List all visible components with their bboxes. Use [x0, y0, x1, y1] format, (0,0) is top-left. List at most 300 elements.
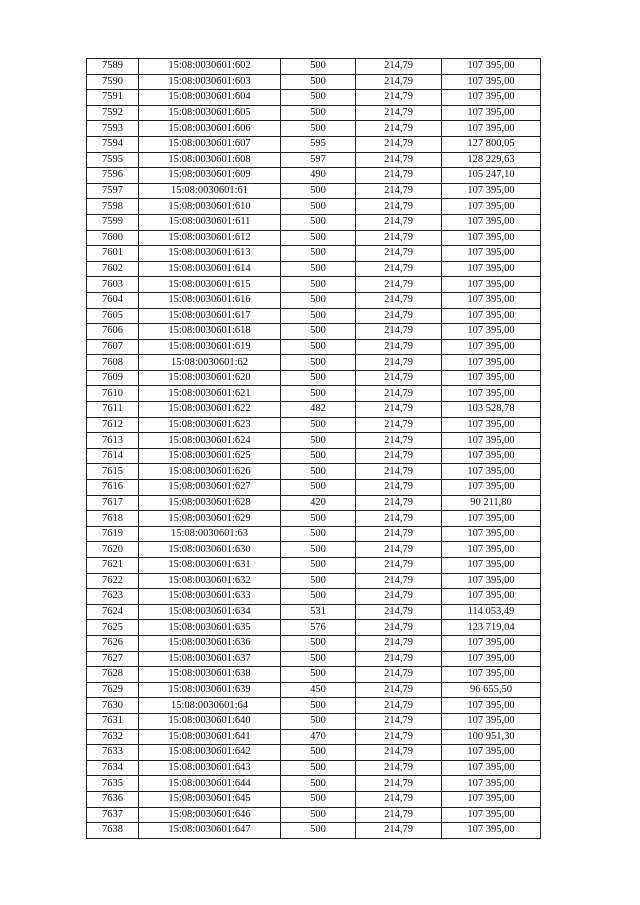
row-number-cell: 7600: [87, 230, 139, 246]
area-cell: 500: [281, 651, 356, 667]
specific-value-cell: 214,79: [356, 651, 442, 667]
table-row: [87, 417, 541, 433]
specific-value-cell: 214,79: [356, 791, 442, 807]
specific-value-cell: 214,79: [356, 152, 442, 168]
area-cell: 500: [281, 370, 356, 386]
row-number-cell: 7637: [87, 807, 139, 823]
cadastral-number-cell: 15:08:0030601:642: [139, 745, 281, 761]
specific-value-cell: 214,79: [356, 604, 442, 620]
table-row: [87, 760, 541, 776]
area-cell: 500: [281, 121, 356, 137]
cadastral-number-cell: 15:08:0030601:614: [139, 261, 281, 277]
area-cell: 500: [281, 246, 356, 262]
cadastral-value-cell: 107 395,00: [442, 542, 541, 558]
cadastral-value-cell: 107 395,00: [442, 277, 541, 293]
area-cell: 500: [281, 823, 356, 839]
cadastral-value-cell: 107 395,00: [442, 651, 541, 667]
cadastral-value-cell: 107 395,00: [442, 74, 541, 90]
cadastral-number-cell: 15:08:0030601:622: [139, 402, 281, 418]
area-cell: 500: [281, 74, 356, 90]
row-number-cell: 7598: [87, 199, 139, 215]
area-cell: 500: [281, 760, 356, 776]
area-cell: 500: [281, 292, 356, 308]
area-cell: 500: [281, 59, 356, 75]
cadastral-value-cell: 107 395,00: [442, 417, 541, 433]
specific-value-cell: 214,79: [356, 589, 442, 605]
row-number-cell: 7621: [87, 558, 139, 574]
area-cell: 500: [281, 713, 356, 729]
specific-value-cell: 214,79: [356, 370, 442, 386]
area-cell: 500: [281, 635, 356, 651]
table-row: [87, 776, 541, 792]
cadastral-number-cell: 15:08:0030601:628: [139, 495, 281, 511]
specific-value-cell: 214,79: [356, 713, 442, 729]
table-row: [87, 152, 541, 168]
cadastral-value-cell: 107 395,00: [442, 90, 541, 106]
area-cell: 500: [281, 308, 356, 324]
specific-value-cell: 214,79: [356, 339, 442, 355]
table-row: [87, 90, 541, 106]
cadastral-number-cell: 15:08:0030601:64: [139, 698, 281, 714]
specific-value-cell: 214,79: [356, 355, 442, 371]
table-row: [87, 324, 541, 340]
cadastral-number-cell: 15:08:0030601:621: [139, 386, 281, 402]
cadastral-number-cell: 15:08:0030601:63: [139, 526, 281, 542]
cadastral-value-cell: 107 395,00: [442, 635, 541, 651]
cadastral-value-cell: 107 395,00: [442, 386, 541, 402]
area-cell: 531: [281, 604, 356, 620]
cadastral-number-cell: 15:08:0030601:643: [139, 760, 281, 776]
row-number-cell: 7635: [87, 776, 139, 792]
cadastral-value-cell: 107 395,00: [442, 589, 541, 605]
area-cell: 500: [281, 433, 356, 449]
cadastral-value-cell: 107 395,00: [442, 713, 541, 729]
cadastral-value-cell: 107 395,00: [442, 464, 541, 480]
cadastral-value-cell: 107 395,00: [442, 370, 541, 386]
cadastral-value-cell: 107 395,00: [442, 698, 541, 714]
specific-value-cell: 214,79: [356, 324, 442, 340]
area-cell: 500: [281, 573, 356, 589]
table-row: [87, 121, 541, 137]
area-cell: 500: [281, 214, 356, 230]
row-number-cell: 7614: [87, 448, 139, 464]
specific-value-cell: 214,79: [356, 480, 442, 496]
cadastral-number-cell: 15:08:0030601:646: [139, 807, 281, 823]
specific-value-cell: 214,79: [356, 168, 442, 184]
table-row: [87, 573, 541, 589]
table-row: [87, 448, 541, 464]
area-cell: 500: [281, 480, 356, 496]
cadastral-value-cell: 107 395,00: [442, 823, 541, 839]
area-cell: 482: [281, 402, 356, 418]
specific-value-cell: 214,79: [356, 105, 442, 121]
specific-value-cell: 214,79: [356, 214, 442, 230]
cadastral-number-cell: 15:08:0030601:638: [139, 667, 281, 683]
table-row: [87, 168, 541, 184]
cadastral-number-cell: 15:08:0030601:606: [139, 121, 281, 137]
table-body: [87, 59, 541, 839]
table-row: [87, 495, 541, 511]
cadastral-number-cell: 15:08:0030601:623: [139, 417, 281, 433]
row-number-cell: 7620: [87, 542, 139, 558]
specific-value-cell: 214,79: [356, 261, 442, 277]
table-row: [87, 604, 541, 620]
row-number-cell: 7607: [87, 339, 139, 355]
area-cell: 500: [281, 355, 356, 371]
cadastral-number-cell: 15:08:0030601:616: [139, 292, 281, 308]
cadastral-number-cell: 15:08:0030601:636: [139, 635, 281, 651]
cadastral-number-cell: 15:08:0030601:604: [139, 90, 281, 106]
cadastral-number-cell: 15:08:0030601:630: [139, 542, 281, 558]
specific-value-cell: 214,79: [356, 495, 442, 511]
row-number-cell: 7604: [87, 292, 139, 308]
area-cell: 500: [281, 589, 356, 605]
row-number-cell: 7624: [87, 604, 139, 620]
area-cell: 595: [281, 136, 356, 152]
table-row: [87, 370, 541, 386]
specific-value-cell: 214,79: [356, 823, 442, 839]
table-row: [87, 651, 541, 667]
cadastral-value-cell: 107 395,00: [442, 776, 541, 792]
row-number-cell: 7599: [87, 214, 139, 230]
specific-value-cell: 214,79: [356, 121, 442, 137]
row-number-cell: 7594: [87, 136, 139, 152]
cadastral-number-cell: 15:08:0030601:626: [139, 464, 281, 480]
area-cell: 500: [281, 448, 356, 464]
cadastral-value-cell: 107 395,00: [442, 667, 541, 683]
area-cell: 500: [281, 386, 356, 402]
cadastral-value-cell: 107 395,00: [442, 214, 541, 230]
specific-value-cell: 214,79: [356, 667, 442, 683]
table-row: [87, 791, 541, 807]
area-cell: 500: [281, 90, 356, 106]
row-number-cell: 7613: [87, 433, 139, 449]
cadastral-number-cell: 15:08:0030601:61: [139, 183, 281, 199]
table-row: [87, 682, 541, 698]
cadastral-number-cell: 15:08:0030601:607: [139, 136, 281, 152]
specific-value-cell: 214,79: [356, 760, 442, 776]
row-number-cell: 7596: [87, 168, 139, 184]
table-row: [87, 261, 541, 277]
cadastral-number-cell: 15:08:0030601:631: [139, 558, 281, 574]
specific-value-cell: 214,79: [356, 698, 442, 714]
area-cell: 420: [281, 495, 356, 511]
cadastral-value-cell: 107 395,00: [442, 791, 541, 807]
row-number-cell: 7627: [87, 651, 139, 667]
table-row: [87, 511, 541, 527]
cadastral-value-cell: 107 395,00: [442, 573, 541, 589]
area-cell: 500: [281, 324, 356, 340]
area-cell: 576: [281, 620, 356, 636]
row-number-cell: 7633: [87, 745, 139, 761]
specific-value-cell: 214,79: [356, 620, 442, 636]
cadastral-value-cell: 107 395,00: [442, 745, 541, 761]
table-row: [87, 214, 541, 230]
row-number-cell: 7595: [87, 152, 139, 168]
row-number-cell: 7610: [87, 386, 139, 402]
table-row: [87, 589, 541, 605]
cadastral-number-cell: 15:08:0030601:605: [139, 105, 281, 121]
cadastral-value-cell: 107 395,00: [442, 433, 541, 449]
row-number-cell: 7597: [87, 183, 139, 199]
row-number-cell: 7619: [87, 526, 139, 542]
cadastral-number-cell: 15:08:0030601:634: [139, 604, 281, 620]
cadastral-value-cell: 103 528,78: [442, 402, 541, 418]
specific-value-cell: 214,79: [356, 308, 442, 324]
cadastral-value-cell: 107 395,00: [442, 121, 541, 137]
area-cell: 470: [281, 729, 356, 745]
specific-value-cell: 214,79: [356, 448, 442, 464]
cadastral-value-cell: 107 395,00: [442, 59, 541, 75]
specific-value-cell: 214,79: [356, 199, 442, 215]
table-row: [87, 246, 541, 262]
row-number-cell: 7593: [87, 121, 139, 137]
row-number-cell: 7606: [87, 324, 139, 340]
area-cell: 490: [281, 168, 356, 184]
cadastral-number-cell: 15:08:0030601:641: [139, 729, 281, 745]
cadastral-value-cell: 107 395,00: [442, 292, 541, 308]
cadastral-number-cell: 15:08:0030601:632: [139, 573, 281, 589]
row-number-cell: 7625: [87, 620, 139, 636]
table-row: [87, 807, 541, 823]
table-row: [87, 713, 541, 729]
row-number-cell: 7602: [87, 261, 139, 277]
specific-value-cell: 214,79: [356, 682, 442, 698]
cadastral-number-cell: 15:08:0030601:608: [139, 152, 281, 168]
area-cell: 500: [281, 105, 356, 121]
table-row: [87, 729, 541, 745]
cadastral-value-cell: 107 395,00: [442, 339, 541, 355]
specific-value-cell: 214,79: [356, 558, 442, 574]
cadastral-value-cell: 114 053,49: [442, 604, 541, 620]
table-row: [87, 339, 541, 355]
cadastral-value-cell: 107 395,00: [442, 230, 541, 246]
table-row: [87, 526, 541, 542]
table-row: [87, 620, 541, 636]
specific-value-cell: 214,79: [356, 183, 442, 199]
cadastral-value-cell: 107 395,00: [442, 199, 541, 215]
table-row: [87, 386, 541, 402]
row-number-cell: 7605: [87, 308, 139, 324]
table-row: [87, 698, 541, 714]
row-number-cell: 7591: [87, 90, 139, 106]
cadastral-value-cell: 107 395,00: [442, 480, 541, 496]
cadastral-number-cell: 15:08:0030601:629: [139, 511, 281, 527]
row-number-cell: 7634: [87, 760, 139, 776]
cadastral-number-cell: 15:08:0030601:624: [139, 433, 281, 449]
area-cell: 500: [281, 526, 356, 542]
table-row: [87, 464, 541, 480]
specific-value-cell: 214,79: [356, 729, 442, 745]
specific-value-cell: 214,79: [356, 386, 442, 402]
specific-value-cell: 214,79: [356, 464, 442, 480]
cadastral-number-cell: 15:08:0030601:640: [139, 713, 281, 729]
specific-value-cell: 214,79: [356, 277, 442, 293]
area-cell: 500: [281, 511, 356, 527]
specific-value-cell: 214,79: [356, 292, 442, 308]
cadastral-value-cell: 107 395,00: [442, 511, 541, 527]
cadastral-value-cell: 107 395,00: [442, 760, 541, 776]
table-row: [87, 402, 541, 418]
table-row: [87, 667, 541, 683]
cadastral-number-cell: 15:08:0030601:644: [139, 776, 281, 792]
specific-value-cell: 214,79: [356, 90, 442, 106]
table-row: [87, 635, 541, 651]
row-number-cell: 7609: [87, 370, 139, 386]
specific-value-cell: 214,79: [356, 745, 442, 761]
row-number-cell: 7632: [87, 729, 139, 745]
cadastral-value-cell: 107 395,00: [442, 261, 541, 277]
cadastral-number-cell: 15:08:0030601:603: [139, 74, 281, 90]
row-number-cell: 7629: [87, 682, 139, 698]
cadastral-value-cell: 107 395,00: [442, 246, 541, 262]
row-number-cell: 7626: [87, 635, 139, 651]
area-cell: 500: [281, 542, 356, 558]
specific-value-cell: 214,79: [356, 136, 442, 152]
specific-value-cell: 214,79: [356, 635, 442, 651]
row-number-cell: 7592: [87, 105, 139, 121]
cadastral-value-cell: 107 395,00: [442, 355, 541, 371]
area-cell: 500: [281, 791, 356, 807]
area-cell: 500: [281, 807, 356, 823]
area-cell: 500: [281, 464, 356, 480]
table-row: [87, 558, 541, 574]
cadastral-number-cell: 15:08:0030601:645: [139, 791, 281, 807]
area-cell: 450: [281, 682, 356, 698]
specific-value-cell: 214,79: [356, 246, 442, 262]
table-row: [87, 105, 541, 121]
table-row: [87, 136, 541, 152]
row-number-cell: 7636: [87, 791, 139, 807]
row-number-cell: 7590: [87, 74, 139, 90]
cadastral-value-cell: 123 719,04: [442, 620, 541, 636]
cadastral-number-cell: 15:08:0030601:647: [139, 823, 281, 839]
area-cell: 500: [281, 776, 356, 792]
cadastral-value-cell: 127 800,05: [442, 136, 541, 152]
row-number-cell: 7622: [87, 573, 139, 589]
area-cell: 500: [281, 261, 356, 277]
specific-value-cell: 214,79: [356, 526, 442, 542]
specific-value-cell: 214,79: [356, 542, 442, 558]
table-row: [87, 308, 541, 324]
cadastral-number-cell: 15:08:0030601:610: [139, 199, 281, 215]
specific-value-cell: 214,79: [356, 402, 442, 418]
cadastral-number-cell: 15:08:0030601:620: [139, 370, 281, 386]
row-number-cell: 7601: [87, 246, 139, 262]
specific-value-cell: 214,79: [356, 417, 442, 433]
land-plot-table: [86, 58, 541, 839]
cadastral-value-cell: 96 655,50: [442, 682, 541, 698]
area-cell: 500: [281, 745, 356, 761]
cadastral-value-cell: 105 247,10: [442, 168, 541, 184]
table-row: [87, 745, 541, 761]
cadastral-number-cell: 15:08:0030601:633: [139, 589, 281, 605]
cadastral-number-cell: 15:08:0030601:618: [139, 324, 281, 340]
specific-value-cell: 214,79: [356, 776, 442, 792]
area-cell: 500: [281, 558, 356, 574]
cadastral-value-cell: 107 395,00: [442, 183, 541, 199]
cadastral-number-cell: 15:08:0030601:615: [139, 277, 281, 293]
row-number-cell: 7608: [87, 355, 139, 371]
area-cell: 500: [281, 417, 356, 433]
row-number-cell: 7628: [87, 667, 139, 683]
table-row: [87, 355, 541, 371]
cadastral-value-cell: 107 395,00: [442, 526, 541, 542]
area-cell: 500: [281, 199, 356, 215]
cadastral-value-cell: 107 395,00: [442, 448, 541, 464]
cadastral-value-cell: 107 395,00: [442, 324, 541, 340]
row-number-cell: 7630: [87, 698, 139, 714]
row-number-cell: 7631: [87, 713, 139, 729]
cadastral-value-cell: 107 395,00: [442, 105, 541, 121]
cadastral-number-cell: 15:08:0030601:619: [139, 339, 281, 355]
area-cell: 500: [281, 230, 356, 246]
table-row: [87, 823, 541, 839]
cadastral-value-cell: 128 229,63: [442, 152, 541, 168]
row-number-cell: 7617: [87, 495, 139, 511]
cadastral-number-cell: 15:08:0030601:627: [139, 480, 281, 496]
specific-value-cell: 214,79: [356, 433, 442, 449]
table-row: [87, 277, 541, 293]
cadastral-value-cell: 100 951,30: [442, 729, 541, 745]
cadastral-number-cell: 15:08:0030601:62: [139, 355, 281, 371]
table-row: [87, 183, 541, 199]
table-row: [87, 74, 541, 90]
table-row: [87, 199, 541, 215]
cadastral-number-cell: 15:08:0030601:613: [139, 246, 281, 262]
table-row: [87, 230, 541, 246]
cadastral-number-cell: 15:08:0030601:612: [139, 230, 281, 246]
row-number-cell: 7615: [87, 464, 139, 480]
specific-value-cell: 214,79: [356, 74, 442, 90]
row-number-cell: 7589: [87, 59, 139, 75]
table-row: [87, 59, 541, 75]
cadastral-value-cell: 107 395,00: [442, 807, 541, 823]
cadastral-number-cell: 15:08:0030601:637: [139, 651, 281, 667]
table-row: [87, 433, 541, 449]
cadastral-number-cell: 15:08:0030601:639: [139, 682, 281, 698]
specific-value-cell: 214,79: [356, 573, 442, 589]
cadastral-number-cell: 15:08:0030601:611: [139, 214, 281, 230]
row-number-cell: 7616: [87, 480, 139, 496]
area-cell: 500: [281, 667, 356, 683]
area-cell: 500: [281, 277, 356, 293]
row-number-cell: 7611: [87, 402, 139, 418]
cadastral-value-cell: 90 211,80: [442, 495, 541, 511]
cadastral-number-cell: 15:08:0030601:617: [139, 308, 281, 324]
specific-value-cell: 214,79: [356, 230, 442, 246]
cadastral-value-cell: 107 395,00: [442, 308, 541, 324]
area-cell: 597: [281, 152, 356, 168]
cadastral-number-cell: 15:08:0030601:635: [139, 620, 281, 636]
specific-value-cell: 214,79: [356, 59, 442, 75]
table-row: [87, 480, 541, 496]
area-cell: 500: [281, 698, 356, 714]
table-row: [87, 292, 541, 308]
cadastral-number-cell: 15:08:0030601:609: [139, 168, 281, 184]
specific-value-cell: 214,79: [356, 807, 442, 823]
cadastral-value-cell: 107 395,00: [442, 558, 541, 574]
area-cell: 500: [281, 339, 356, 355]
area-cell: 500: [281, 183, 356, 199]
cadastral-number-cell: 15:08:0030601:602: [139, 59, 281, 75]
specific-value-cell: 214,79: [356, 511, 442, 527]
row-number-cell: 7618: [87, 511, 139, 527]
row-number-cell: 7603: [87, 277, 139, 293]
row-number-cell: 7612: [87, 417, 139, 433]
cadastral-number-cell: 15:08:0030601:625: [139, 448, 281, 464]
row-number-cell: 7638: [87, 823, 139, 839]
